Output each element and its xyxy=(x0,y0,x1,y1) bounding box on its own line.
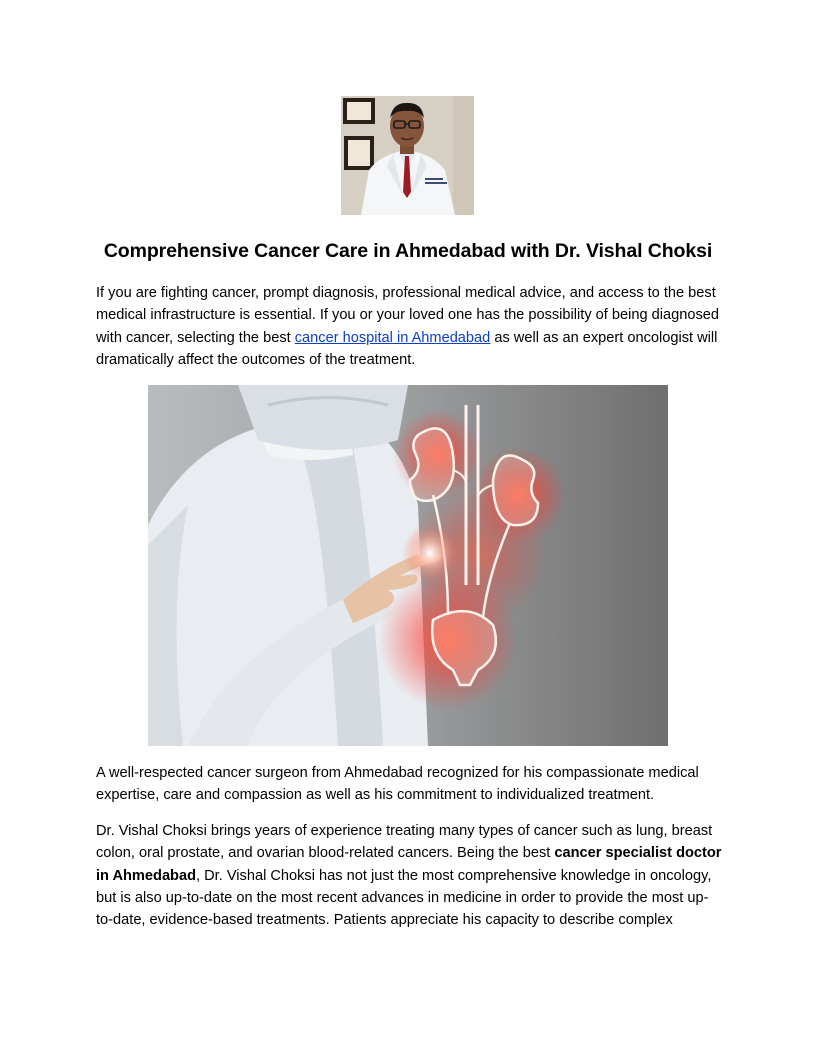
intro-paragraph xyxy=(96,282,724,371)
specialist-bold-text: cancer specialist doctor in Ahmedabad xyxy=(96,845,722,884)
doctor-portrait-image xyxy=(341,96,474,215)
cancer-hospital-link[interactable]: cancer hospital in Ahmedabad xyxy=(294,329,491,346)
experience-text-end: , Dr. Vishal Choksi has not just the most comprehensive knowledge in oncology, but is also up-to-date on the most recent advances in medicine in order to provide the most up-to-date, evidence-based treatments. Patients appreciate his capacity to describe complex xyxy=(96,867,712,929)
experience-paragraph xyxy=(96,820,724,931)
intro-text-end: as well as an expert oncologist will dramatically affect the outcomes of the treatment. xyxy=(96,329,718,368)
kidney-hologram-image xyxy=(148,385,668,746)
surgeon-intro-paragraph: A well-respected cancer surgeon from Ahmedabad recognized for his compassionate medical expertise, care and compassion as well as his commitment to individualized treatment. xyxy=(96,765,699,804)
experience-text-start: Dr. Vishal Choksi brings years of experience treating many types of cancer such as lung, breast colon, oral prostate, and ovarian blood-related cancers. Being the best xyxy=(96,823,713,862)
page-title: Comprehensive Cancer Care in Ahmedabad with Dr. Vishal Choksi xyxy=(103,240,713,262)
doctor-portrait-illustration xyxy=(341,96,474,215)
kidney-hologram-illustration xyxy=(148,385,668,746)
intro-text-start: If you are fighting cancer, prompt diagnosis, professional medical advice, and access to the best medical infrastructure is essential. If you or your loved one has the possibility of being diagnosed with cancer, selecting the best xyxy=(96,285,720,346)
